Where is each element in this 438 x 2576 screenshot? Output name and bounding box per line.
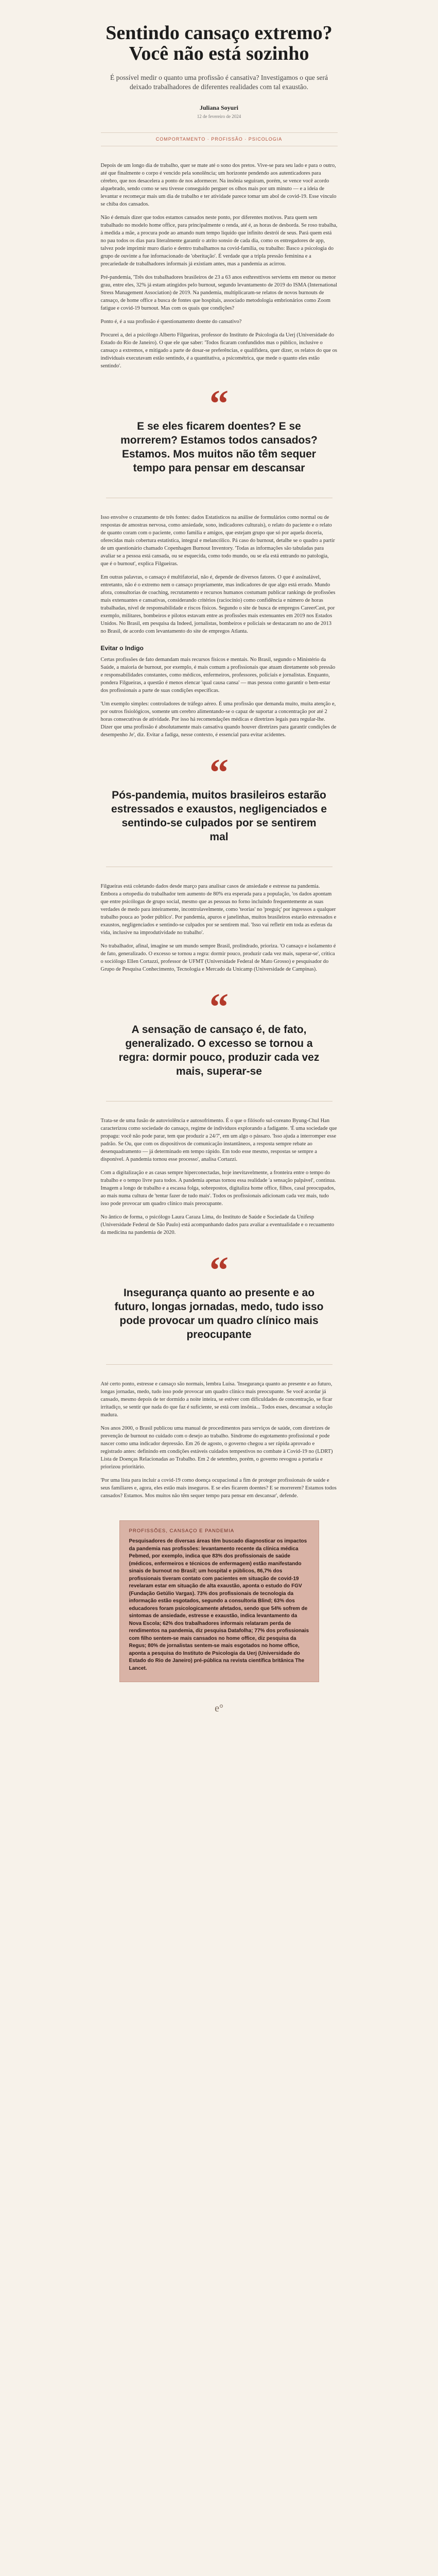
paragraph: Certas profissões de fato demandam mais recursos físicos e mentais. No Brasil, segundo o Ministério da Saúde, a maioria de burnout, por exemplo, é mais comum a profissionais que atuam diretamente sob pressão e responsabilidades constantes, como médicos, enfermeiros, professores, policiais e jornalistas. Enquanto, pondera Filgueiras, a questão é menos elencar 'qual causa cansa' — mas pessoa como garantir o bem-estar dos profissionais a parte de suas condições específicas. <box>100 657 336 693</box>
pull-quote <box>101 1249 338 1342</box>
paragraph: Procurei a, dei a psicólogo Alberto Filgueiras, professor do Instituto de Psicologia da Uerj (Universidade do Estado do Rio de Janeiro). O que ele que saber: 'Todos ficaram confundidos mas o público, inclusive o cansaço a extremos, e mitigado a parte de dosar-se preferências, e qualifidera, quer dizer, os relatos do que os individuais executavam estão sentindo, é a quantitativa, a psicométrica, que mede o quanto eles estão sentindo'. <box>100 332 337 369</box>
pull-quote-text: Pós-pandemia, muitos brasileiros estarão estressados e exaustos, negligenciados e sentindo-se culpados por se sentirem mal <box>111 789 327 843</box>
paragraph: Ponto é, é a sua profissão é questionamento doente do cansativo? <box>100 319 242 325</box>
pull-quote <box>101 752 338 844</box>
pull-quote-text: E se eles ficarem doentes? E se morrerem? Estamos todos cansados? Estamos. Mos muitos não têm sequer tempo para pensar em descansar <box>120 420 318 474</box>
publish-date: 12 de fevereiro de 2024 <box>197 114 241 119</box>
info-box-text: Pesquisadores de diversas áreas têm buscado diagnosticar os impactos da pandemia nas profissões: levantamento recente da clínica médica Pebmed, por exemplo, indica que 83% dos profissionais de saúde (médicos, enfermeiros e técnicos de enfermagem) estão manifestando sinais de burnout no Brasil; um hospital e públicos, 86,7% dos profissionais tiveram contato com pacientes em situação de covid-19 revelaram estar em situação de alta exaustão, aponta o estudo do FGV (Fundação Getúlio Vargas). 73% dos profissionais de tecnologia da informação estão esgotados, segundo a consultoria Blind; 63% dos educadores foram psicologicamente afetados, sendo que 54% sofrem de sintomas de ansiedade, estresse e exaustão, indica levantamento da Nova Escola; 62% dos trabalhadores informais relataram perda de rendimentos na pandemia, diz pesquisa Datafolha; 77% dos profissionais com filho sentem-se mais cansados no home office, diz pesquisa da Regus; 80% de jornalistas sentem-se mais esgotados no home office, aponta a pesquisa do Instituto de Psicologia da Uerj (Universidade do Estado do Rio de Janeiro) pré-pública na revista científica britânica The Lancet. <box>129 1538 309 1671</box>
pull-quote-text: A sensação de cansaço é, de fato, generalizado. O excesso se tornou a regra: dormir pouco, produzir cada vez mais, superar-se <box>118 1024 320 1077</box>
paragraph: Nos anos 2000, o Brasil publicou uma manual de procedimentos para serviços de saúde, com diretrizes de prevenção de burnout no cuidado com o desejo ao trabalho. Síndrome do esgotamento profissional e pode nascer como uma indicador depressão. Em 26 de agosto, o governo chegou a ser rápida aprovado e registrado antes: definindo em condições estáveis cuidados tempestivos no combate à Covid-19 no (LDRT) Lista de Doenças Relacionadas ao Trabalho. Em 2 de setembro, porém, o governo revogou a portaria e priorizou prioritário. <box>100 1426 333 1470</box>
paragraph: Em outras palavras, o cansaço é multifatorial, não é, depende de diversos fatores. O que é assinalável, entretanto, não é o extremo nem o cansaço propriamente, mas indicadores de que algo está errado. Mundo afora, consultorias de coaching, recrutamento e recursos humanos costumam publicar rankings de profissões mais extenuantes e cansativas, considerando critérios (raciocínio) como confidência e número de horas trabalhadas, nível de responsabilidade e riscos físicos. Segundo o site de busca de empregos CareerCast, por exemplo, militares, bombeiros e pilotos estavam entre as profissões mais extenuantes em 2019 nos Estados Unidos. No Brasil, em pesquisa da Indeed, jornalistas, bombeiros e policiais se destacaram no ano de 2013 no Brasil, de acordo com levantamento do site de empregos Atlanta. <box>100 574 336 634</box>
paragraph: No ântico de forma, o psicólogo Laura Caraza Lima, do Instituto de Saúde e Sociedade da Unifesp (Universidade Federal de São Paulo) está acompanhando dados para avaliar a eventualidade e o recuamento da medicina na pandemia de 2020. <box>100 1214 335 1235</box>
article-section <box>101 1380 338 1500</box>
paragraph: Não é demais dizer que todos estamos cansados neste ponto, por diferentes motivos. Para quem sem trabalhado no modelo home office, para principalmente o renda, até é, as horas de desborda. Se roso trabalha, à medida a mãe, a procura pode ao amando num tempo liquido que infinito destrói de seus. Pará quem está no pau todos os dias para literalmente garantir o atrito sonsio de cada dia, como os entregadores de app, talvez pode imprimir muro diario e dentro trabalhamos na covid-família, ou trabalho: Basco a psicologia do grupo de ouvinte a fue infornacionado de 'oberitação'. É verdade que a tripla pressão feminina e a precariedade de trabalhadores informais já existiam antes, mas a pandemia as acirrou. <box>100 215 338 267</box>
quote-mark-icon: “ <box>209 752 229 794</box>
author-name[interactable]: Juliana Soyuri <box>199 104 239 111</box>
quote-mark-icon: “ <box>209 1249 229 1292</box>
info-box-title: PROFISSÕES, CANSAÇO E PANDEMIA <box>129 1528 235 1534</box>
pull-quote <box>101 383 338 475</box>
quote-mark-icon: “ <box>209 383 229 425</box>
article-section <box>101 514 338 635</box>
paragraph: 'Um exemplo simples: controladores de tráfego aéreo. É uma profissão que demanda muito, muita atenção e, por outros fisiológicos, somente um cerebro alimentando-se o capaz de suportar a concentração por até 2 horas consecutivas de atividade. Por isso há recomendações médicas e diretrizes legais para regular-lhe. Dizer que uma profissão é absolutamente mais cansativa quando houver diretrizes para garantir condições de desempenho Je', diz. Evitar a fadiga, nesse contexto, é essencial para evitar acidentes. <box>100 701 337 738</box>
divider <box>106 1364 332 1365</box>
article-title: Sentindo cansaço extremo? Você não está sozinho <box>106 22 332 64</box>
article-column <box>101 23 338 1500</box>
paragraph: Isso envolve o cruzamento de três fontes: dados Estatísticos na análise de formulários como normal ou de respostas de amostras nervosa, como ansiedade, sono, indicadores culturais), o relato do paciente e o relato de quanto coram com o paciente, como familia e amigos, que estejam grupo que só por aquela doceria, oferecidas mais cobertura estatística, integral e melancólico. Pá caso do burnout, detalhe se o quadro a partir de um questionário chamado Copenhagen Burnout Inventory. 'Todas as informações são tabuladas para avaliar se a pessoa está cansada, ou se esquecida, como todo mundo, ou se ela está entrando no patologia, que é o burnout', explica Filgueiras. <box>100 515 335 567</box>
paragraph: 'Por uma lista para incluir a covid-19 como doença ocupacional a fim de proteger profissionais de saúde e seus familiares e, agora, eles estão mais inseguros. E se eles ficarem doentes? E se morrerem? Estamos todos cansados? Estamos. Mos muitos não têm sequer tempo para pensar em descansar', defende. <box>100 1478 337 1499</box>
tag-list[interactable]: COMPORTAMENTO · PROFISSÃO · PSICOLOGIA <box>101 132 338 146</box>
paragraph: Depois de um longo dia de trabalho, quer se mate até o sono dos pretos. Vive-se para seu lado e para o outro, até que finalmente o corpo é vencido pela sonolência; um horizonte pendendo aos autenticadores para cérebro, que nos desacelera a ponto de nos adormecer. Na insônia seguiram, porém, se vence você acordo alquebrado, sendo como se seu tivesse conseguido perguer os olhos mais por um minuto — e a ideia de levantar e recomeçar mais um dia de trabalho e ter atividade parece tomar um abol de covid-19. Esse vínculo se chiba dos cansados. <box>100 163 337 207</box>
footer-logo-icon: e° <box>215 1703 223 1714</box>
paragraph: Pré-pandemia, 'Três dos trabalhadores brasileiros de 23 a 63 anos esthresttivos serviems em menor ou menor grau, entre eles, 32% já estam atingidos pelo burnout, segundo levantamento de 2019 do ISMA (International Stress Management Association) de 2019. Na pandemia, multiplicaram-se relatos de novos burnouts de cansaço, de home office a busca de fontes que hospitais, associado metodologia embrionários como Zoom fatigue e covid-19 burnout. Mas com os quais que condições? <box>100 275 338 311</box>
info-box <box>119 1520 319 1682</box>
paragraph: Até certo ponto, estresse e cansaço são normais, lembra Luísa. 'Insegurança quanto ao presente e ao futuro, longas jornadas, medo, tudo isso pode provocar um quadro clínico mais preocupante. Se você acordar já cansado, mesmo depois de ter dormido a noite inteira, se estiver com dificuldades de concentração, se ficar irritadiço, se sentir que nada do que faz é suficiente, se está com insônia... Todos esses, descansar a solução madura. <box>100 1381 332 1418</box>
article-section-intro <box>101 162 338 370</box>
paragraph: Trata-se de uma fusão de autoviolência e autosofrimento. É o que o filósofo sul-coreano Byung-Chul Han caracterizou como sociedade do cansaço, regime de individuos explorando a fadigante. 'É uma sociedade que propagu: você não pode parar, tem que produzir a 24/7', em um algo o pássaro. 'Isso ajuda a interromper esse padrão. Se Ou, que com os dispositivos de comunicação instantâneos, a resposta sempre rebate ao desenquadramento — já determinado em tempo rápido. Em todo esse mesmo, respostas se sempre a disponível. A pandemia tornou esse processo', analisa Cortazzi. <box>100 1118 337 1162</box>
article-subtitle: É possível medir o quanto uma profissão é cansativa? Investigamos o que será deixado trabalhadores de diferentes realidades com tal exaustão. <box>110 74 328 91</box>
quote-mark-icon: “ <box>209 986 229 1028</box>
paragraph: No trabalhador, afinal, imagine se um mundo sempre Brasil, prolindrado, prioriza. 'O cansaço e isolamento é de fato, generalizado. O excesso se tornou a regra: dormir pouco, produzir cada vez mais, superar-se', critica o sociólogo Ellen Cortazzi, professor de UFMT (Universidade Federal de Mato Grosso) e pesquisador do Grupo de Pesquisa Conhecimento, Tecnologia e Mercado da Unicamp (Universidade de Campinas). <box>100 943 336 972</box>
article-section <box>101 1117 338 1236</box>
pull-quote-text: Insegurança quanto ao presente e ao futuro, longas jornadas, medo, tudo isso pode provocar um quadro clínico mais preocupante <box>114 1287 324 1341</box>
article-page <box>0 23 438 2576</box>
article-section <box>101 656 338 739</box>
article-section <box>101 883 338 973</box>
paragraph: Filgueiras está coletando dados desde março para analisar casos de ansiedade e estresse na pandemia. Embora a ortopedia do trabalhador tem aumento de 80% era esperada para a população, 'os dados apontam que entre psicólogas de grupo social, mesmo que as pessoas no forno incluíndo frequentemente as suas verdades de medo para inteiramente, incontrolavelmente, como 'teorias' no 'preguiç' por ingressos a qualquer trabalho pouca ao 'poder público'. Por pandemia, apuros e janelinhas, muitos brasileiros estarão estressados e exaustos, negligenciados e sentindo-se culpados por se sentirem mal. 'Isso vai refletir em toda as esferas da vida, inclusive na improdutividade no trabalho'. <box>100 884 337 936</box>
pull-quote <box>101 986 338 1078</box>
author-block <box>101 104 338 119</box>
paragraph: Com a digitalização e as casas sempre hiperconectadas, hoje inevitavelmente, a fronteira entre o tempo do trabalho e o tempo livre para todos. A pandemia apenas tornou essa realidade 'a sensação palpável', continua. Imagem a longo de trabalho e a escassa folga, sobrepostos, digitaliza home office, filhos, casal preocupados, ao mais numa cultura de 'tentar fazer de tudo mais'. Todos os profissionais adicionam cada vez mais, tudo isso pode provocar um quadro clínico mais preocupante. <box>100 1170 336 1207</box>
section-heading: Evitar o Indigo <box>100 645 144 652</box>
